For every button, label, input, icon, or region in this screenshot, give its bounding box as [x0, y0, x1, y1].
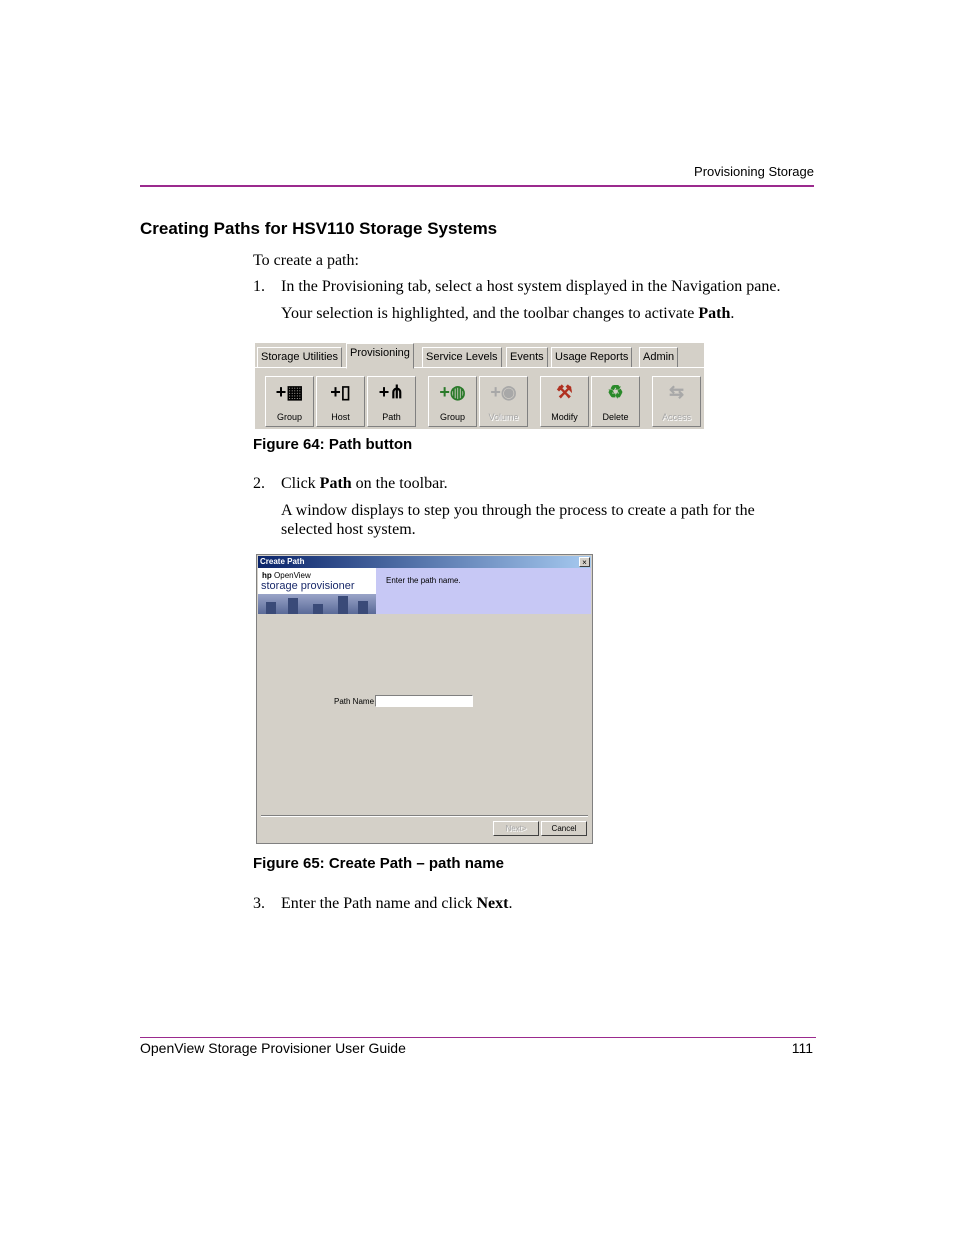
step-2-text — [281, 474, 448, 493]
add-path-button[interactable] — [367, 376, 416, 427]
storage-provisioner-logo — [258, 568, 376, 614]
footer-title: OpenView Storage Provisioner User Guide — [140, 1040, 406, 1056]
figure-64-caption: Figure 64: Path button — [253, 436, 413, 453]
modify-label: Modify — [551, 412, 578, 422]
add-path-icon: +⋔ — [378, 382, 405, 402]
modify-button[interactable] — [540, 376, 589, 427]
footer-rule — [140, 1037, 816, 1038]
dialog-separator — [261, 815, 588, 817]
access-icon: ⇆ — [668, 382, 685, 402]
step-3-text-bold: Next — [476, 895, 509, 912]
add-group-label: Group — [276, 412, 302, 422]
tab-provisioning[interactable]: Provisioning — [346, 343, 414, 369]
step-1-note-text: Your selection is highlighted, and the toolbar changes to activate — [281, 305, 699, 322]
add-volume-group-button[interactable] — [428, 376, 477, 427]
provisioning-toolbar-figure — [255, 343, 704, 429]
step-2-text-end: on the toolbar. — [351, 475, 448, 492]
add-host-icon: +▯ — [330, 382, 351, 402]
add-volume-icon: +◉ — [490, 382, 517, 402]
access-button[interactable] — [652, 376, 701, 427]
add-volume-group-label: Group — [439, 412, 465, 422]
dialog-instruction: Enter the path name. — [386, 576, 461, 585]
step-2-number: 2. — [253, 475, 265, 492]
add-path-label: Path — [382, 412, 401, 422]
tab-service-levels[interactable]: Service Levels — [422, 347, 502, 367]
access-label: Access — [661, 412, 691, 422]
step-1-note-bold: Path — [698, 305, 731, 322]
page-number: 111 — [791, 1040, 813, 1056]
logo-building-image — [258, 594, 376, 614]
recycle-bin-icon: ♻ — [607, 382, 624, 402]
step-1-note — [281, 304, 734, 323]
add-volume-group-icon: +◍ — [439, 382, 466, 402]
figure-65-caption: Figure 65: Create Path – path name — [253, 855, 504, 872]
logo-hp-text: hp — [262, 571, 272, 580]
step-3-text — [281, 894, 512, 913]
step-2-note-line-1: A window displays to step you through the process to create a path for the — [281, 502, 755, 519]
tab-events[interactable]: Events — [506, 347, 548, 367]
add-host-label: Host — [331, 412, 350, 422]
step-3-text-start: Enter the Path name and click — [281, 895, 477, 912]
tab-admin[interactable]: Admin — [639, 347, 678, 367]
path-name-label: Path Name — [334, 697, 375, 706]
running-head: Provisioning Storage — [694, 164, 814, 179]
add-group-button[interactable] — [265, 376, 314, 427]
step-1-note-end: . — [730, 305, 735, 322]
modify-tools-icon: ⚒ — [556, 382, 573, 402]
intro-text: To create a path: — [253, 252, 359, 269]
delete-label: Delete — [602, 412, 629, 422]
header-rule — [140, 185, 814, 187]
delete-button[interactable] — [591, 376, 640, 427]
dialog-title: Create Path — [260, 557, 305, 566]
step-1-text: In the Provisioning tab, select a host system displayed in the Navigation pane. — [281, 278, 781, 295]
step-2-text-bold: Path — [319, 475, 352, 492]
dialog-banner — [258, 568, 591, 614]
section-title: Creating Paths for HSV110 Storage Systems — [140, 219, 498, 238]
add-host-button[interactable] — [316, 376, 365, 427]
path-name-input[interactable] — [375, 695, 473, 707]
close-icon[interactable]: × — [579, 557, 590, 567]
step-3-number: 3. — [253, 895, 265, 912]
tab-strip — [255, 343, 704, 368]
step-2-text-start: Click — [281, 475, 320, 492]
dialog-titlebar — [258, 556, 591, 568]
add-group-icon: +▦ — [275, 382, 304, 402]
next-button[interactable]: Next> — [493, 821, 539, 836]
add-volume-label: Volume — [488, 412, 519, 422]
logo-openview — [262, 571, 311, 580]
step-1-number: 1. — [253, 278, 265, 295]
tab-usage-reports[interactable]: Usage Reports — [551, 347, 632, 367]
create-path-dialog — [256, 554, 593, 844]
add-volume-button[interactable] — [479, 376, 528, 427]
step-2-note-line-2: selected host system. — [281, 521, 416, 538]
step-3-text-end: . — [508, 895, 513, 912]
logo-openview-text: OpenView — [274, 571, 311, 580]
logo-product-name: storage provisioner — [261, 580, 355, 592]
tab-storage-utilities[interactable]: Storage Utilities — [257, 347, 342, 367]
cancel-button[interactable]: Cancel — [541, 821, 587, 836]
